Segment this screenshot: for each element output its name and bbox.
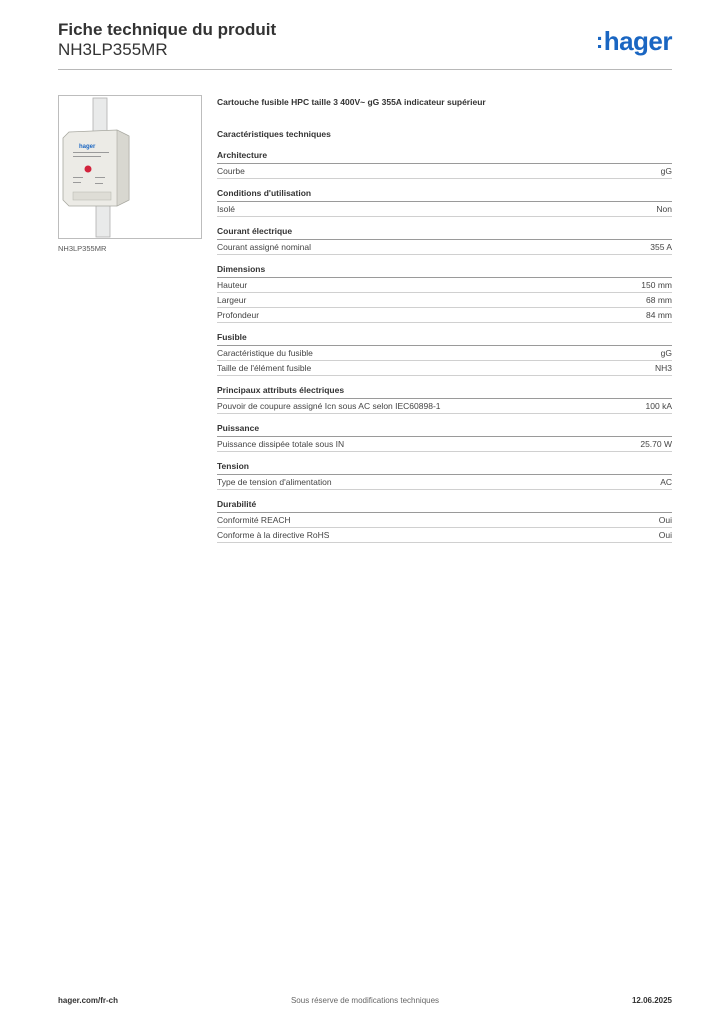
product-image-frame (58, 95, 202, 239)
logo-text: hager (603, 26, 672, 56)
spec-row (217, 475, 672, 490)
fuse-cartridge-image (59, 96, 201, 238)
spec-value: 100 kA (645, 401, 672, 411)
spec-group-title: Conditions d'utilisation (217, 188, 672, 202)
spec-group (217, 332, 672, 376)
spec-value: NH3 (654, 363, 672, 373)
page-title: Fiche technique du produit (58, 20, 277, 39)
spec-label: Hauteur (217, 280, 248, 290)
footer-date: 12.06.2025 (631, 996, 672, 1005)
spec-group (217, 188, 672, 217)
label-brand: hager (79, 144, 96, 150)
page-footer (58, 996, 672, 1010)
spec-row (217, 346, 672, 361)
spec-group-title: Dimensions (217, 264, 672, 278)
spec-label: Caractéristique du fusible (217, 348, 313, 358)
spec-row (217, 308, 672, 323)
spec-row (217, 513, 672, 528)
spec-label: Type de tension d'alimentation (217, 477, 332, 487)
indicator-icon (85, 166, 92, 173)
spec-content (217, 95, 672, 543)
spec-label: Conformité REACH (217, 515, 291, 525)
spec-row (217, 278, 672, 293)
spec-row (217, 164, 672, 179)
spec-value: 84 mm (646, 310, 672, 320)
spec-row (217, 437, 672, 452)
spec-value: 25.70 W (640, 439, 672, 449)
spec-group (217, 423, 672, 452)
spec-value: 355 A (650, 242, 672, 252)
spec-group (217, 150, 672, 179)
spec-groups (217, 150, 672, 543)
spec-label: Pouvoir de coupure assigné Icn sous AC selon IEC60898-1 (217, 401, 441, 411)
spec-group (217, 461, 672, 490)
section-heading: Caractéristiques techniques (217, 129, 331, 139)
spec-value: gG (660, 348, 672, 358)
spec-group-title: Puissance (217, 423, 672, 437)
spec-label: Courbe (217, 166, 245, 176)
spec-value: Oui (658, 515, 672, 525)
spec-row (217, 202, 672, 217)
spec-label: Puissance dissipée totale sous IN (217, 439, 345, 449)
spec-row (217, 361, 672, 376)
spec-value: 68 mm (646, 295, 672, 305)
spec-value: AC (660, 477, 672, 487)
spec-label: Courant assigné nominal (217, 242, 312, 252)
spec-group-title: Durabilité (217, 499, 672, 513)
spec-group-title: Courant électrique (217, 226, 672, 240)
spec-label: Largeur (217, 295, 247, 305)
spec-group-title: Fusible (217, 332, 672, 346)
spec-group-title: Architecture (217, 150, 672, 164)
spec-value: Oui (658, 530, 672, 540)
spec-label: Conforme à la directive RoHS (217, 530, 330, 540)
spec-label: Profondeur (217, 310, 260, 320)
footer-notice: Sous réserve de modifications techniques (290, 996, 440, 1005)
header-divider (58, 69, 672, 70)
spec-group (217, 499, 672, 543)
product-description: Cartouche fusible HPC taille 3 400V~ gG 355A indicateur supérieur (217, 97, 486, 107)
footer-website: hager.com/fr-ch (58, 996, 119, 1005)
spec-group (217, 226, 672, 255)
product-reference: NH3LP355MR (58, 40, 168, 59)
spec-label: Taille de l'élément fusible (217, 363, 312, 373)
spec-row (217, 399, 672, 414)
spec-group-title: Tension (217, 461, 672, 475)
spec-row (217, 528, 672, 543)
spec-label: Isolé (217, 204, 235, 214)
image-caption: NH3LP355MR (58, 244, 107, 253)
spec-group-title: Principaux attributs électriques (217, 385, 672, 399)
spec-group (217, 264, 672, 323)
spec-row (217, 293, 672, 308)
spec-value: 150 mm (641, 280, 672, 290)
page-header (58, 20, 672, 72)
hager-logo: :hager (595, 26, 672, 56)
spec-row (217, 240, 672, 255)
spec-value: gG (660, 166, 672, 176)
spec-group (217, 385, 672, 414)
spec-value: Non (656, 204, 672, 214)
